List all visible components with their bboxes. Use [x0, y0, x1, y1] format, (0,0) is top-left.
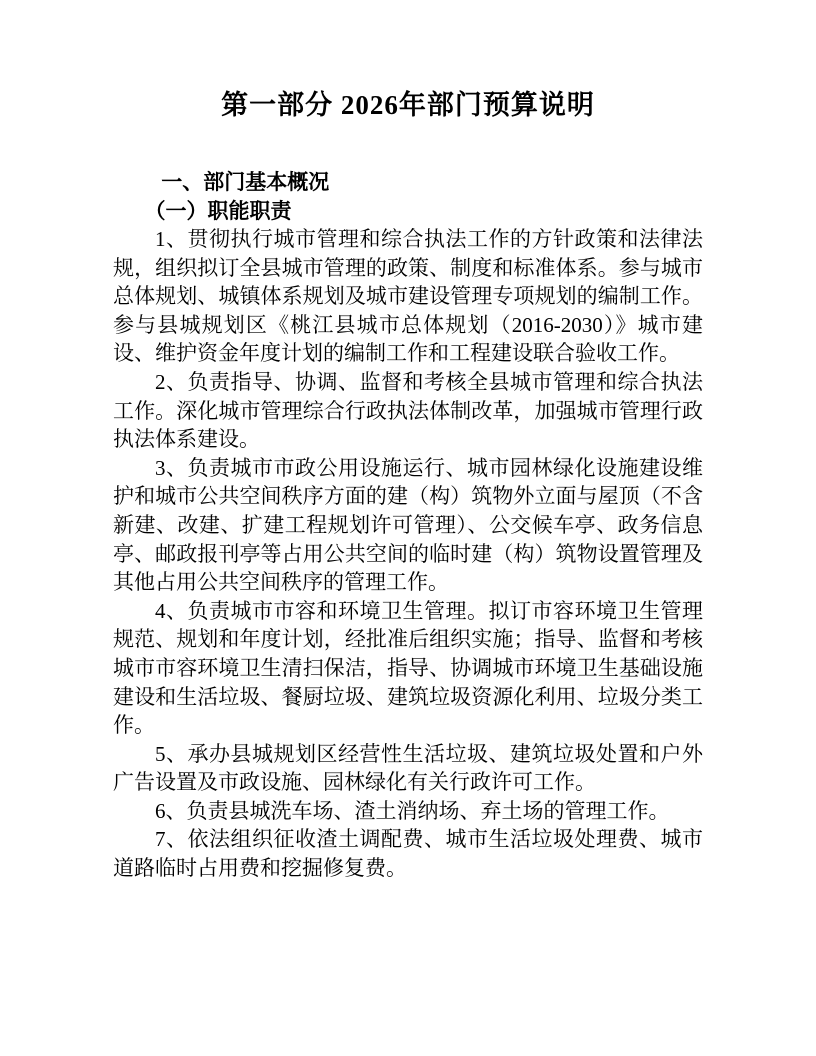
- paragraph-duty-1: 1、贯彻执行城市管理和综合执法工作的方针政策和法律法规，组织拟订全县城市管理的政策、制度和标准体系。参与城市总体规划、城镇体系规划及城市建设管理专项规划的编制工作。参与县城规划区《桃江县城市总体规划（2016-2030）》城市建设、维护资金年度计划的编制工作和工程建设联合验收工作。: [113, 227, 703, 366]
- paragraph-duty-3: 3、负责城市市政公用设施运行、城市园林绿化设施建设维护和城市公共空间秩序方面的建（构）筑物外立面与屋顶（不含新建、改建、扩建工程规划许可管理）、公交候车亭、政务信息亭、邮政报刊亭等占用公共空间的临时建（构）筑物设置管理及其他占用公共空间秩序的管理工作。: [113, 455, 703, 595]
- title-spacer: [113, 130, 703, 168]
- paragraph-duty-6: 6、负责县城洗车场、渣土消纳场、弃土场的管理工作。: [155, 798, 670, 823]
- paragraph-duty-2: 2、负责指导、协调、监督和考核全县城市管理和综合执法工作。深化城市管理综合行政执法体制改革，加强城市管理行政执法体系建设。: [113, 369, 703, 452]
- subsection-heading-duties: （一）职能职责: [144, 198, 292, 223]
- document-title: 第一部分 2026年部门预算说明: [221, 90, 595, 120]
- paragraph-duty-5: 5、承办县城规划区经营性生活垃圾、建筑垃圾处置和户外广告设置及市政设施、园林绿化有关行政许可工作。: [113, 741, 703, 795]
- paragraph-duty-7: 7、依法组织征收渣土调配费、城市生活垃圾处理费、城市道路临时占用费和挖掘修复费。: [113, 827, 703, 881]
- paragraph-duty-4: 4、负责城市市容和环境卫生管理。拟订市容环境卫生管理规范、规划和年度计划，经批准后组织实施；指导、监督和考核城市市容环境卫生清扫保洁，指导、协调城市环境卫生基础设施建设和生活垃圾、餐厨垃圾、建筑垃圾资源化利用、垃圾分类工作。: [113, 598, 703, 738]
- section-heading-basic-overview: 一、部门基本概况: [161, 170, 330, 194]
